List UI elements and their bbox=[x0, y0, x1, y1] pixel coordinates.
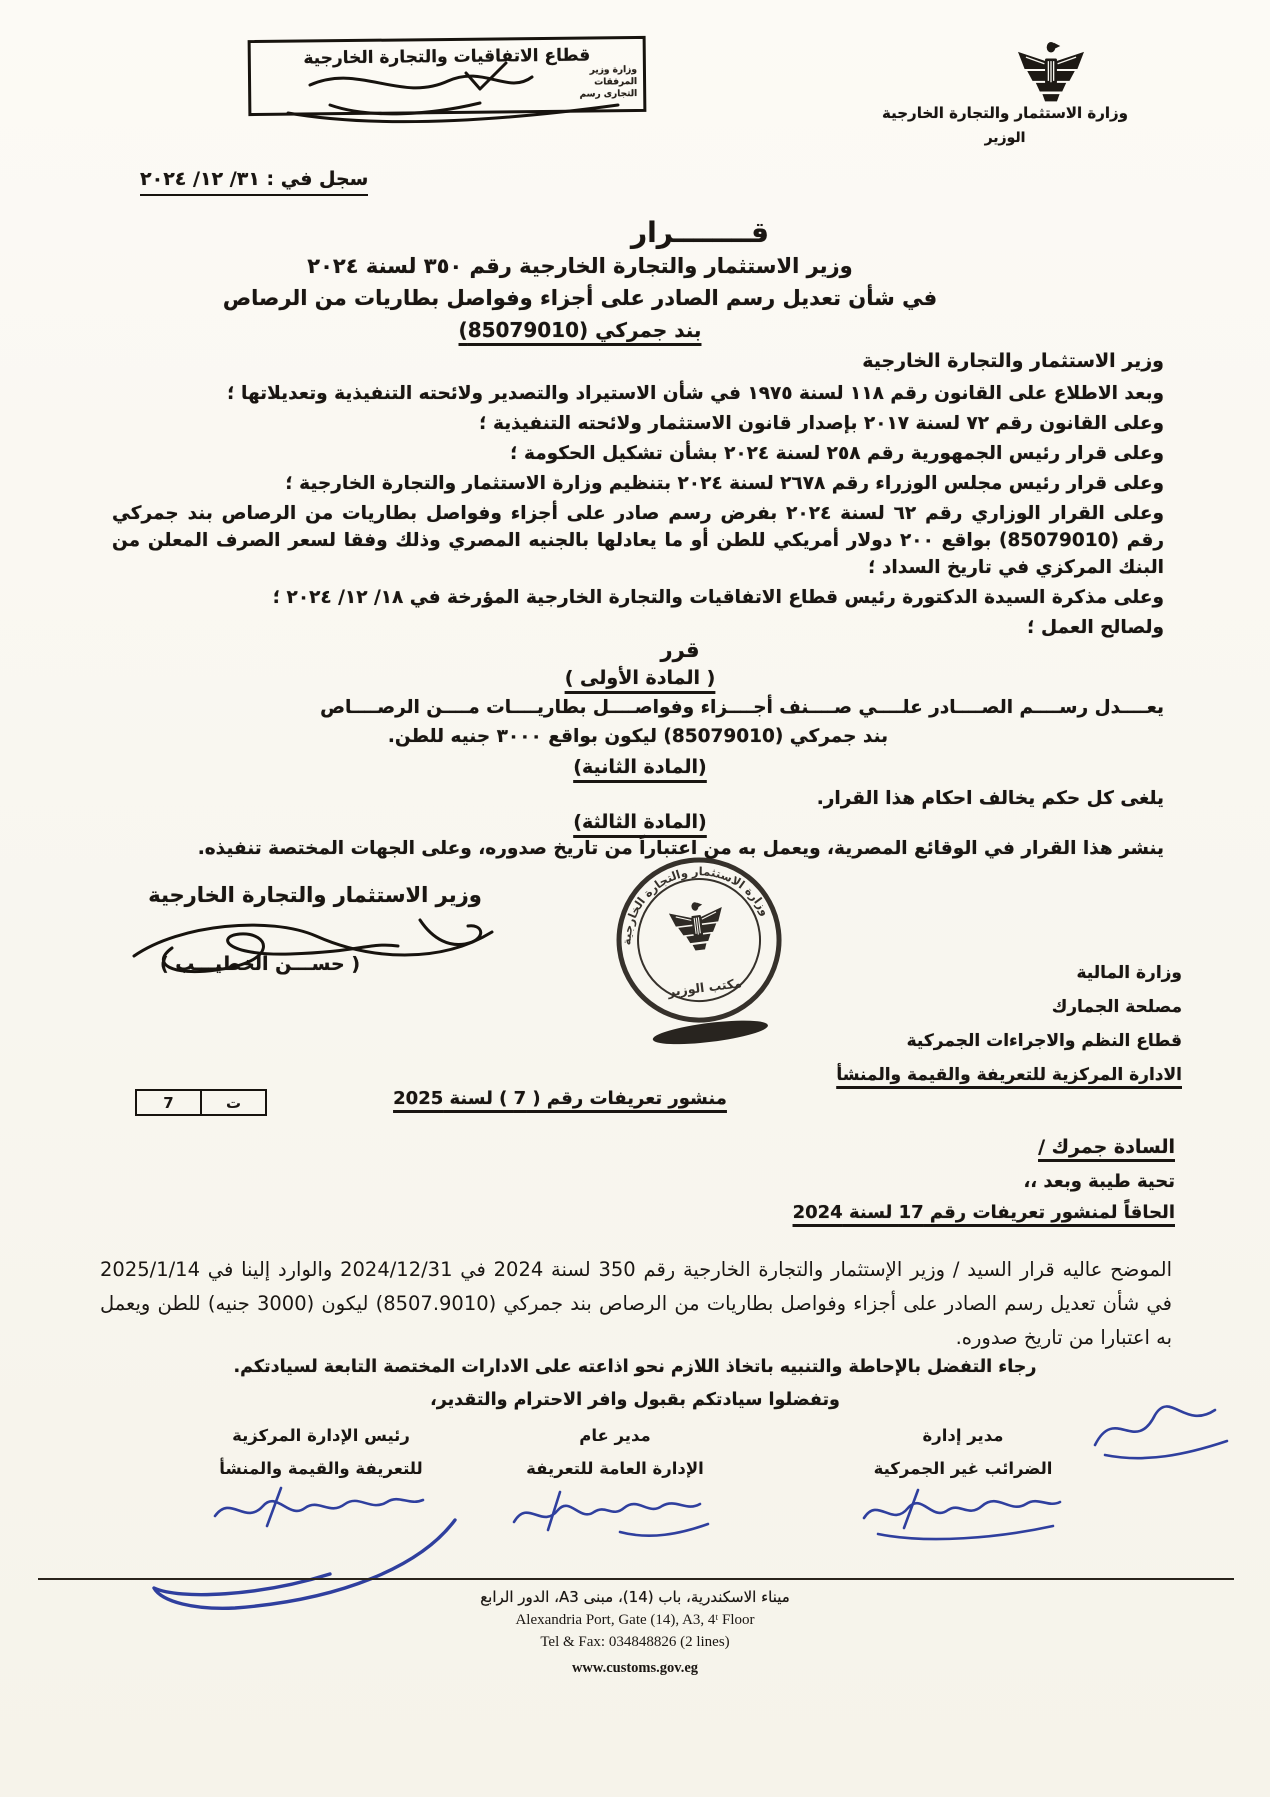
footer-address-arabic: ميناء الاسكندرية، باب (14)، مبنى A3، الدور الرابع bbox=[480, 1588, 790, 1606]
bulletin-code-number: 7 bbox=[163, 1093, 174, 1112]
recipient-item: الادارة المركزية للتعريفة والقيمة والمنشأ bbox=[836, 1065, 1182, 1085]
preamble-opening: وزير الاستثمار والتجارة الخارجية bbox=[862, 350, 1164, 372]
recipient-item: مصلحة الجمارك bbox=[1051, 997, 1182, 1017]
ministry-name: وزارة الاستثمار والتجارة الخارجية bbox=[882, 104, 1128, 122]
customs-item-number: بند جمركي (85079010) bbox=[458, 318, 702, 342]
request-line: رجاء التفضل بالإحاطة والتنبيه باتخاذ اللازم نحو اذاعته على الادارات المختصة التابعة لسيادتكم. bbox=[233, 1357, 1037, 1377]
bulletin-title-text: منشور تعريفات رقم ( 7 ) لسنة 2025 bbox=[393, 1088, 727, 1109]
preamble-clause: ولصالح العمل ؛ bbox=[1027, 617, 1164, 638]
stamp-office-text: مكتب الوزير bbox=[667, 975, 743, 1000]
signatory-title: مدير إدارة bbox=[922, 1426, 1004, 1445]
handwritten-mark-icon bbox=[270, 55, 650, 130]
decree-title-line-3 bbox=[110, 318, 1050, 342]
article-1-heading: ( المادة الأولى ) bbox=[564, 667, 716, 689]
signatory-dept: الضرائب غير الجمركية bbox=[873, 1459, 1053, 1478]
signatory-signature-icon bbox=[500, 1478, 730, 1548]
minister-name: ( حســـن الخطيـــب ) bbox=[159, 953, 361, 975]
stamp-box-note: التجارى رسم bbox=[579, 89, 638, 100]
article-3-heading: (المادة الثالثة) bbox=[573, 811, 707, 833]
footer-address-english: Alexandria Port, Gate (14), A3, 4ᵗ Floor bbox=[515, 1612, 755, 1628]
letter-body: الموضح عاليه قرار السيد / وزير الإستثمار والتجارة الخارجية رقم 350 لسنة 2024 في 2024/12/31 والوارد إلينا في 2025/1/14 في شأن تعديل رسم الصادر على أجزاء وفواصل بطاريات من الرصاص بند جمركي (8507.9010) ليكون (3000 جنيه) للطن ويعمل به اعتبارا من تاريخ صدوره. bbox=[100, 1258, 1173, 1349]
signatory-title: رئيس الإدارة المركزية bbox=[232, 1426, 410, 1445]
recipient-item: وزارة المالية bbox=[1076, 963, 1182, 983]
decree-preamble bbox=[112, 348, 1164, 644]
article-3-body: ينشر هذا القرار في الوقائع المصرية، ويعمل به من اعتباراً من تاريخ صدوره، وعلى الجهات المختصة تنفيذه. bbox=[197, 838, 1164, 859]
footer-website: www.customs.gov.eg bbox=[571, 1660, 699, 1676]
stamp-box-note: وزارة وزير bbox=[589, 65, 638, 76]
bulletin-code-box bbox=[135, 1089, 267, 1116]
preamble-clause: وعلى قرار رئيس الجمهورية رقم ٢٥٨ لسنة ٢٠٢٤ بشأن تشكيل الحكومة ؛ bbox=[510, 443, 1164, 464]
bulletin-title bbox=[390, 1088, 730, 1109]
minister-signature-title: وزير الاستثمار والتجارة الخارجية bbox=[148, 883, 482, 907]
decree-title-line-1: وزير الاستثمار والتجارة الخارجية رقم ٣٥٠ لسنة ٢٠٢٤ bbox=[307, 254, 853, 278]
article-2-heading: (المادة الثانية) bbox=[573, 756, 707, 778]
reference-line: الحاقاً لمنشور تعريفات رقم 17 لسنة 2024 bbox=[792, 1202, 1175, 1223]
footer-telephone: Tel & Fax: 034848826 (2 lines) bbox=[540, 1634, 730, 1650]
recipients-list bbox=[836, 962, 1182, 1098]
signatory-dept: الإدارة العامة للتعريفة bbox=[526, 1459, 704, 1478]
decree-title-line-2: في شأن تعديل رسم الصادر على أجزاء وفواصل بطاريات من الرصاص bbox=[222, 286, 938, 310]
footer-divider bbox=[38, 1578, 1234, 1580]
signatory-title: مدير عام bbox=[579, 1426, 651, 1445]
greeting: تحية طيبة وبعد ،، bbox=[1023, 1171, 1175, 1192]
minister-office-stamp-icon bbox=[594, 841, 806, 1055]
preamble-clause: وعلى القرار الوزاري رقم ٦٢ لسنة ٢٠٢٤ بفرض رسم صادر على أجزاء وفواصل بطاريات من الرصاص بند جمركي رقم (85079010) بواقع ٢٠٠ دولار أمريكي للطن أو ما يعادلها بالجنيه المصري وذلك وفقا لسعر الصرف المعلن من البنك المركزي في تاريخ السداد ؛ bbox=[112, 503, 1165, 578]
salutation: السادة جمرك / bbox=[1038, 1136, 1175, 1158]
signatory-signature-icon bbox=[848, 1478, 1078, 1548]
preamble-clause: وعلى القانون رقم ٧٢ لسنة ٢٠١٧ بإصدار قانون الاستثمار ولائحته التنفيذية ؛ bbox=[479, 413, 1164, 434]
signatory-dept: للتعريفة والقيمة والمنشأ bbox=[219, 1459, 423, 1478]
article-1-body-line-1: يعــــدل رســــم الصــــادر علــــي صــــنف أجــــزاء وفواصــــل بطاريــــات مــــن الرصــــاص bbox=[320, 697, 1164, 718]
decided-word: قرر bbox=[660, 638, 700, 662]
article-1-body-line-2: بند جمركي (85079010) ليكون بواقع ٣٠٠٠ جنيه للطن. bbox=[387, 726, 889, 747]
registered-date: سجل في : ٣١/ ١٢/ ٢٠٢٤ bbox=[140, 168, 368, 196]
preamble-clause: وعلى قرار رئيس مجلس الوزراء رقم ٢٦٧٨ لسنة ٢٠٢٤ بتنظيم وزارة الاستثمار والتجارة الخارجية ؛ bbox=[285, 473, 1164, 494]
preamble-clause: وبعد الاطلاع على القانون رقم ١١٨ لسنة ١٩٧٥ في شأن الاستيراد والتصدير ولائحته التنفيذية وتعديلاتها ؛ bbox=[227, 383, 1164, 404]
stamp-box-note: المرفقات bbox=[594, 77, 638, 88]
stamp-box-title: قطاع الاتفاقيات والتجارة الخارجية bbox=[303, 45, 591, 69]
preamble-clause: وعلى مذكرة السيدة الدكتورة رئيس قطاع الاتفاقيات والتجارة الخارجية المؤرخة في ١٨/ ١٢/ ٢٠٢٤ ؛ bbox=[272, 587, 1164, 608]
eagle-emblem-icon bbox=[1008, 40, 1094, 106]
signatory-general-tariff-admin bbox=[480, 1426, 750, 1552]
approver-signature-icon bbox=[1075, 1385, 1245, 1470]
signatory-non-customs-taxes bbox=[828, 1426, 1098, 1552]
decree-title-word: قــــــــرار bbox=[630, 216, 770, 249]
stamp-ring-text: وزارة الاستثمار والتجارة الخارجية bbox=[619, 864, 773, 946]
closing-line: وتفضلوا سيادتكم بقبول وافر الاحترام والتقدير، bbox=[430, 1390, 840, 1410]
minister-title: الوزير bbox=[984, 130, 1026, 146]
bulletin-code-letter: ت bbox=[200, 1091, 265, 1114]
recipient-item: قطاع النظم والاجراءات الجمركية bbox=[906, 1031, 1182, 1051]
article-2-body: يلغى كل حكم يخالف احكام هذا القرار. bbox=[816, 788, 1164, 809]
